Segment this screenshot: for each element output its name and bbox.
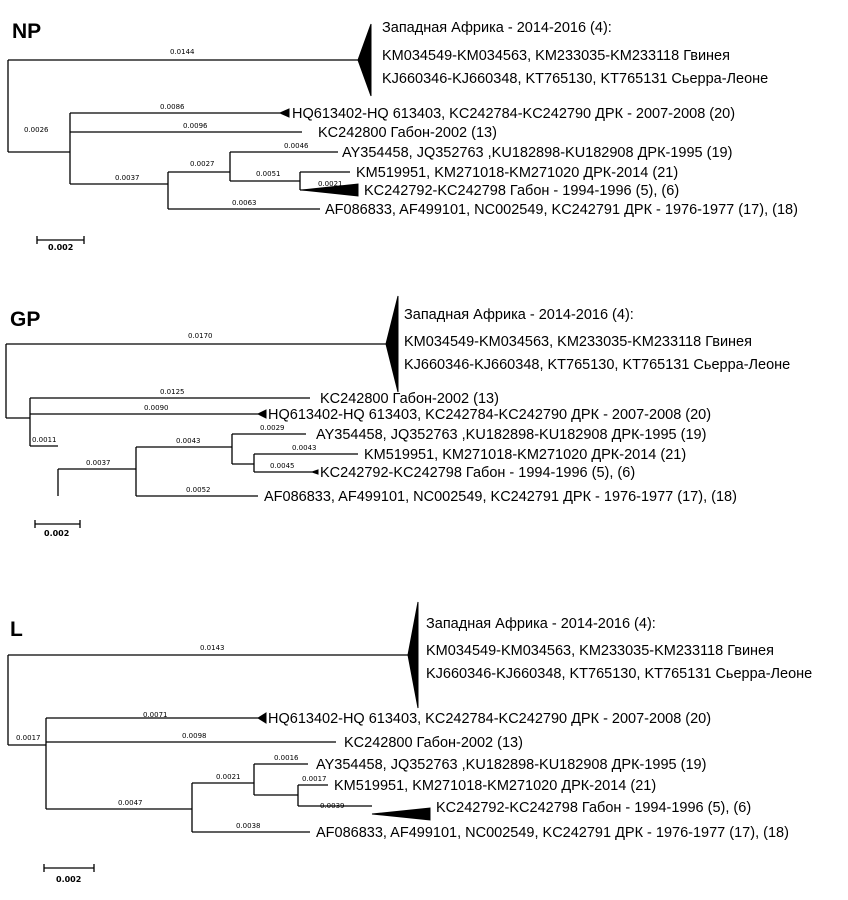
np-tree-panel [8, 20, 798, 252]
branch-length: 0.0096 [183, 122, 208, 130]
scale-label: 0.002 [44, 529, 70, 538]
clade-label: KJ660346-KJ660348, KT765130, KT765131 Сьерра-Леоне [404, 357, 791, 373]
branch-length: 0.0051 [256, 170, 281, 178]
leaf-label: AY354458, JQ352763 ,KU182898-KU182908 ДРК-1995 (19) [316, 427, 707, 443]
panel-title: L [10, 618, 23, 641]
leaf-labels [292, 106, 798, 218]
west-africa-label [382, 20, 768, 87]
scale-bar [35, 520, 80, 538]
leaf-label: AF086833, AF499101, NC002549, KC242791 ДРК - 1976-1977 (17), (18) [264, 489, 737, 505]
clade-label: KM034549-KM034563, KM233035-KM233118 Гвинея [382, 48, 730, 64]
branch-length: 0.0026 [24, 126, 49, 134]
branch-length: 0.0090 [144, 404, 169, 412]
branch-length: 0.0037 [115, 174, 140, 182]
branch-length: 0.0086 [160, 103, 185, 111]
panel-title: NP [12, 20, 42, 43]
branch-length: 0.0144 [170, 48, 195, 56]
branch-length: 0.0017 [302, 775, 327, 783]
leaf-label: KC242792-KC242798 Габон - 1994-1996 (5), (6) [364, 183, 680, 199]
branch-length-labels [24, 48, 343, 207]
clade-triangle [358, 24, 371, 96]
clade-triangle [408, 602, 418, 708]
tree-branches [8, 60, 358, 209]
leaf-labels [264, 391, 737, 505]
clade-triangle [280, 109, 289, 117]
scale-bar [44, 864, 94, 884]
branch-length: 0.0043 [292, 444, 317, 452]
clade-label: KM034549-KM034563, KM233035-KM233118 Гвинея [426, 643, 774, 659]
leaf-labels [268, 711, 789, 841]
branch-length: 0.0039 [320, 802, 345, 810]
branch-length: 0.0016 [274, 754, 299, 762]
branch-length: 0.0052 [186, 486, 211, 494]
west-africa-label [426, 616, 812, 682]
branch-length: 0.0098 [182, 732, 207, 740]
branch-length: 0.0038 [236, 822, 261, 830]
clade-label: Западная Африка - 2014-2016 (4): [404, 307, 634, 323]
clade-triangle [312, 470, 318, 474]
clade-triangle [372, 808, 430, 820]
branch-length: 0.0021 [318, 180, 343, 188]
branch-length: 0.0143 [200, 644, 225, 652]
leaf-label: AY354458, JQ352763 ,KU182898-KU182908 ДРК-1995 (19) [342, 145, 733, 161]
clade-label: KJ660346-KJ660348, KT765130, KT765131 Сьерра-Леоне [382, 71, 769, 87]
gp-tree-panel [6, 296, 790, 538]
leaf-label: AY354458, JQ352763 ,KU182898-KU182908 ДРК-1995 (19) [316, 757, 707, 773]
leaf-label: KC242792-KC242798 Габон - 1994-1996 (5), (6) [436, 800, 752, 816]
clade-label: KJ660346-KJ660348, KT765130, KT765131 Сьерра-Леоне [426, 666, 813, 682]
clade-label: Западная Африка - 2014-2016 (4): [382, 20, 612, 36]
clade-triangle [386, 296, 398, 392]
clade-label: Западная Африка - 2014-2016 (4): [426, 616, 656, 632]
branch-length: 0.0047 [118, 799, 143, 807]
branch-length: 0.0063 [232, 199, 257, 207]
leaf-label: KC242800 Габон-2002 (13) [344, 735, 523, 751]
leaf-label: KC242800 Габон-2002 (13) [320, 391, 499, 407]
leaf-label: KM519951, KM271018-KM271020 ДРК-2014 (21) [356, 165, 679, 181]
west-africa-label [404, 307, 790, 373]
clade-triangle [258, 713, 266, 723]
clade-label: KM034549-KM034563, KM233035-KM233118 Гвинея [404, 334, 752, 350]
branch-length: 0.0046 [284, 142, 309, 150]
scale-label: 0.002 [56, 875, 82, 884]
l-tree-panel [8, 602, 812, 884]
leaf-label: AF086833, AF499101, NC002549, KC242791 ДРК - 1976-1977 (17), (18) [316, 825, 789, 841]
leaf-label: KM519951, KM271018-KM271020 ДРК-2014 (21) [334, 778, 657, 794]
panel-title: GP [10, 308, 41, 331]
leaf-label: HQ613402-HQ 613403, KC242784-KC242790 ДРК - 2007-2008 (20) [268, 711, 712, 727]
leaf-label: KC242792-KC242798 Габон - 1994-1996 (5), (6) [320, 465, 636, 481]
clade-triangle [258, 410, 266, 418]
branch-length: 0.0027 [190, 160, 215, 168]
branch-length: 0.0029 [260, 424, 285, 432]
branch-length: 0.0037 [86, 459, 111, 467]
branch-length: 0.0017 [16, 734, 41, 742]
branch-length: 0.0125 [160, 388, 185, 396]
branch-length: 0.0045 [270, 462, 295, 470]
scale-bar [37, 236, 84, 252]
branch-length: 0.0043 [176, 437, 201, 445]
branch-length: 0.0071 [143, 711, 168, 719]
branch-length: 0.0170 [188, 332, 213, 340]
leaf-label: HQ613402-HQ 613403, KC242784-KC242790 ДРК - 2007-2008 (20) [268, 407, 712, 423]
branch-length: 0.0021 [216, 773, 241, 781]
scale-label: 0.002 [48, 243, 74, 252]
leaf-label: AF086833, AF499101, NC002549, KC242791 ДРК - 1976-1977 (17), (18) [325, 202, 798, 218]
branch-length: 0.0011 [32, 436, 57, 444]
leaf-label: KM519951, KM271018-KM271020 ДРК-2014 (21) [364, 447, 687, 463]
branch-length-labels [16, 644, 345, 830]
leaf-label: KC242800 Габон-2002 (13) [318, 125, 497, 141]
leaf-label: HQ613402-HQ 613403, KC242784-KC242790 ДРК - 2007-2008 (20) [292, 106, 736, 122]
